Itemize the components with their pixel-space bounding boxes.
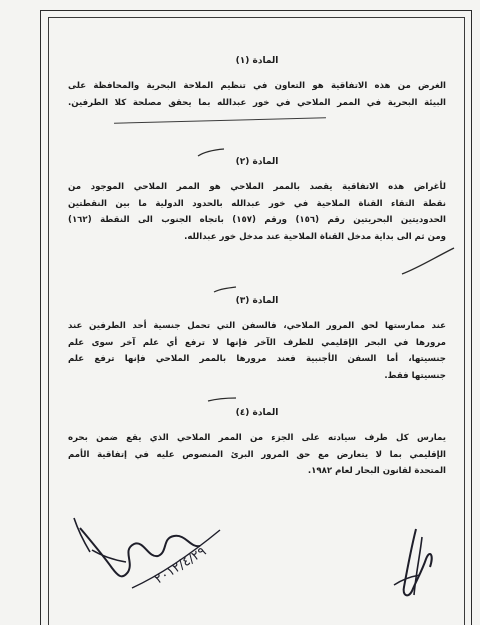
article-4-line-3: المتحدة لقانون البحار لعام ١٩٨٢. bbox=[307, 466, 446, 476]
article-2-line-1: لأغراض هذه الاتفاقية يقصد بالممر الملاحي هو الممر الملاحي الموجود من bbox=[68, 182, 446, 192]
tick-mark-1 bbox=[196, 146, 226, 160]
tick-mark-2 bbox=[400, 246, 456, 276]
article-2 bbox=[68, 157, 446, 245]
article-2-line-2: نقطة التقاء القناة الملاحية في خور عبدالله بالحدود الدولية ما بين النقطتين bbox=[68, 198, 446, 209]
article-2-line-4: ومن ثم الى بداية مدخل القناة الملاحية عند مدخل خور عبدالله. bbox=[184, 231, 446, 242]
article-3-line-2: مرورها في البحر الإقليمي للطرف الآخر فإنها لا ترفع أي علم آخر سوى علم bbox=[68, 337, 446, 348]
article-1-line-1: الغرض من هذه الاتفاقية هو التعاون في تنظيم الملاحة البحرية والمحافظة على bbox=[68, 81, 446, 91]
tick-mark-4 bbox=[206, 395, 238, 405]
article-1-line-2: البيئة البحرية في الممر الملاحي في خور عبدالله بما يحقق مصلحة كلا الطرفين. bbox=[68, 97, 446, 108]
article-2-line-3: الحدوديتين البحريتين رقم (١٥٦) ورقم (١٥٧) باتجاه الجنوب الى النقطة (١٦٢) bbox=[68, 215, 446, 225]
article-1 bbox=[68, 56, 446, 111]
article-1-heading: المادة (١) bbox=[235, 56, 279, 66]
article-3-heading: المادة (٣) bbox=[235, 296, 279, 306]
signature-right bbox=[386, 525, 446, 605]
article-4-line-2: الإقليمي بما لا يتعارض مع حق المرور البرئ المنصوص عليه في إتفاقية الأمم bbox=[68, 449, 446, 460]
article-3-line-1: عند ممارستها لحق المرور الملاحي، فالسفن التي تحمل جنسية أحد الطرفين عند bbox=[68, 321, 446, 331]
article-3-line-3: جنسيتها، أما السفن الأجنبية فعند مرورها بالممر الملاحي فإنها ترفع علم bbox=[68, 354, 446, 364]
article-4-heading: المادة (٤) bbox=[235, 408, 279, 418]
article-2-heading: المادة (٢) bbox=[235, 157, 279, 167]
signature-date: ٢٠١٢/٤/٢٩ bbox=[152, 544, 210, 588]
article-3-line-4: جنسيتها فقط. bbox=[384, 370, 446, 381]
tick-mark-3 bbox=[212, 285, 238, 295]
article-3 bbox=[68, 296, 446, 384]
article-4 bbox=[68, 408, 446, 480]
signature-left bbox=[62, 510, 252, 600]
article-4-line-1: يمارس كل طرف سيادته على الجزء من الممر الملاحي الذي يقع ضمن بحره bbox=[68, 433, 446, 443]
